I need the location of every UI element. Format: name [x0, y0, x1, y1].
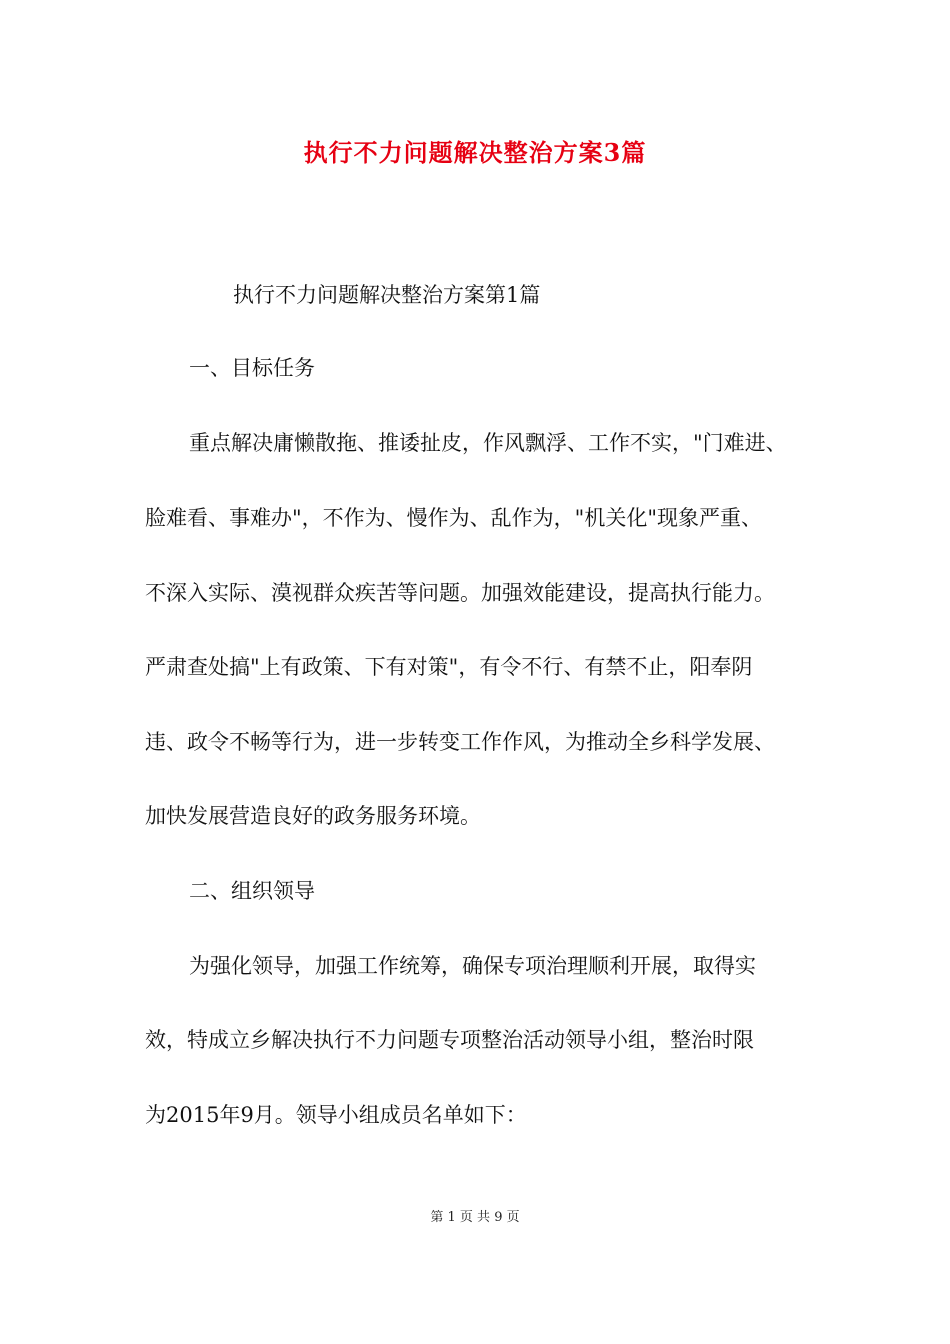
section-heading-goals: 一、目标任务: [189, 356, 315, 380]
paragraph-line: 违、政令不畅等行为，进一步转变工作作风，为推动全乡科学发展、: [145, 730, 775, 754]
section-heading-organization: 二、组织领导: [189, 879, 315, 903]
paragraph-line: 严肃查处搞"上有政策、下有对策"，有令不行、有禁不止，阳奉阴: [145, 655, 753, 679]
paragraph-line: 加快发展营造良好的政务服务环境。: [145, 804, 481, 828]
paragraph-line: 不深入实际、漠视群众疾苦等问题。加强效能建设，提高执行能力。: [145, 581, 775, 605]
paragraph-line: 重点解决庸懒散拖、推诿扯皮，作风飘浮、工作不实，"门难进、: [189, 431, 787, 455]
article-subtitle: 执行不力问题解决整治方案第1篇: [233, 283, 541, 307]
paragraph-line: 脸难看、事难办"，不作为、慢作为、乱作为，"机关化"现象严重、: [145, 506, 762, 530]
paragraph-line: 为强化领导，加强工作统筹，确保专项治理顺利开展，取得实: [189, 954, 756, 978]
paragraph-line: 效，特成立乡解决执行不力问题专项整治活动领导小组，整治时限: [145, 1028, 754, 1052]
paragraph-line: 为2015年9月。领导小组成员名单如下：: [145, 1103, 527, 1127]
document-title: 执行不力问题解决整治方案3篇: [303, 138, 647, 167]
page-number-footer: 第 1 页 共 9 页: [430, 1210, 520, 1225]
